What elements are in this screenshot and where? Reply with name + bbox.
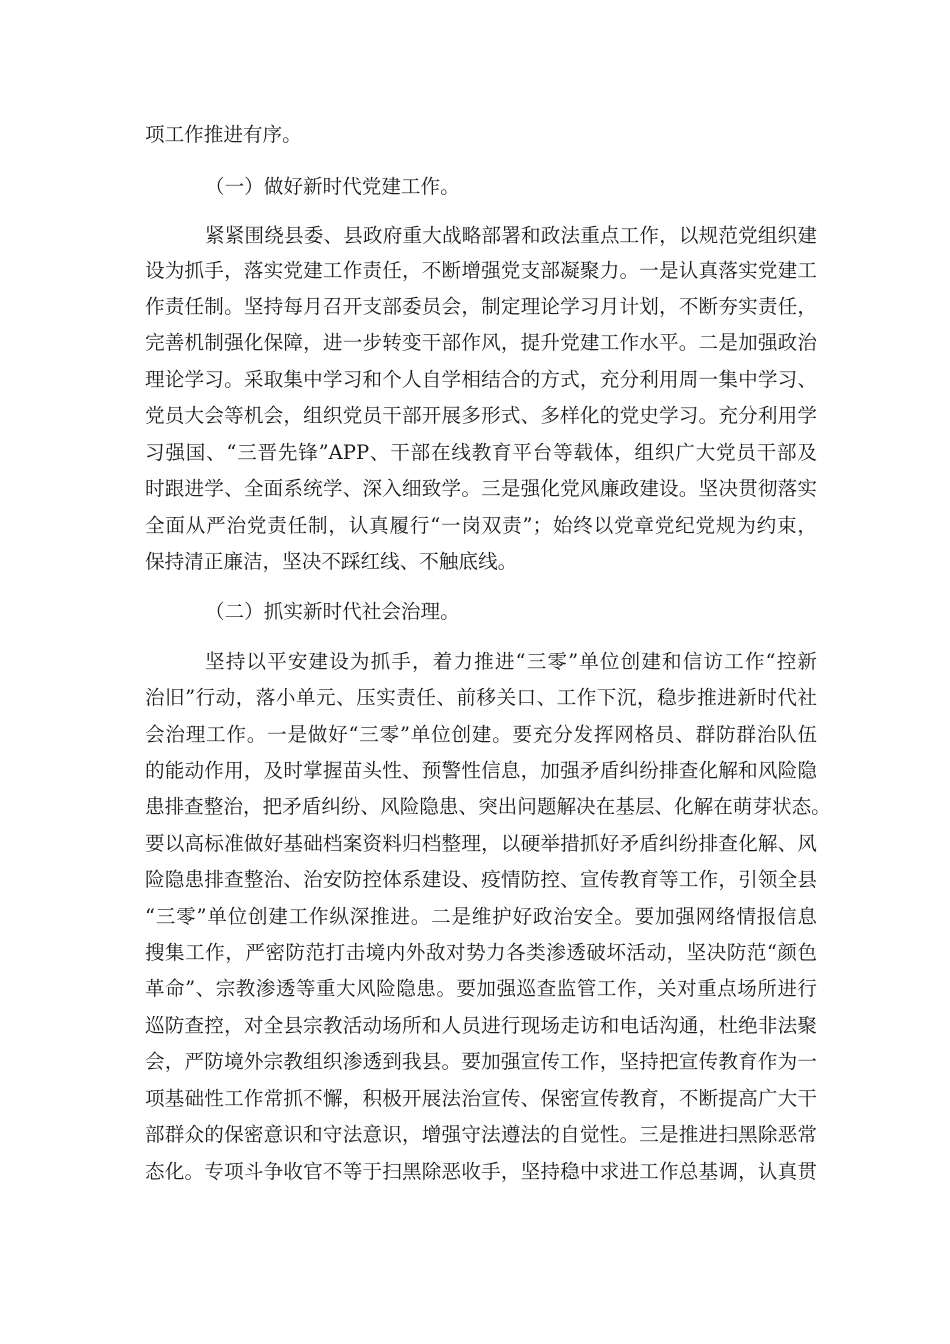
- paragraph-line: 项工作推进有序。: [145, 123, 302, 146]
- paragraph-line: 坚持以平安建设为抓手，着力推进“三零”单位创建和信访工作“控新: [205, 650, 817, 673]
- paragraph-line: 习强国、“三晋先锋”APP、干部在线教育平台等载体，组织广大党员干部及: [145, 441, 817, 464]
- paragraph-line: 保持清正廉洁，坚决不踩红线、不触底线。: [145, 550, 518, 573]
- paragraph-line: 搜集工作，严密防范打击境内外敌对势力各类渗透破坏活动，坚决防范“颜色: [145, 941, 817, 964]
- paragraph-line: 险隐患排查整治、治安防控体系建设、疫情防控、宣传教育等工作，引领全县: [145, 868, 817, 891]
- paragraph-line: 巡防查控，对全县宗教活动场所和人员进行现场走访和电话沟通，杜绝非法聚: [145, 1014, 817, 1037]
- paragraph-line: 完善机制强化保障，进一步转变干部作风，提升党建工作水平。二是加强政治: [145, 331, 817, 354]
- paragraph-line: 紧紧围绕县委、县政府重大战略部署和政法重点工作，以规范党组织建: [205, 224, 817, 247]
- paragraph-line: “三零”单位创建工作纵深推进。二是维护好政治安全。要加强网络情报信息: [145, 905, 817, 928]
- paragraph-line: 革命”、宗教渗透等重大风险隐患。要加强巡查监管工作，关对重点场所进行: [145, 977, 817, 1000]
- paragraph-line: 党员大会等机会，组织党员干部开展多形式、多样化的党史学习。充分利用学: [145, 404, 817, 427]
- paragraph-line: 的能动作用，及时掌握苗头性、预警性信息，加强矛盾纠纷排查化解和风险隐: [145, 759, 817, 782]
- paragraph-line: 患排查整治，把矛盾纠纷、风险隐患、突出问题解决在基层、化解在萌芽状态。: [145, 795, 831, 818]
- paragraph-line: 理论学习。采取集中学习和个人自学相结合的方式，充分利用周一集中学习、: [145, 368, 817, 391]
- paragraph-line: 要以高标准做好基础档案资料归档整理，以硬举措抓好矛盾纠纷排查化解、风: [145, 832, 817, 855]
- section-heading: （二）抓实新时代社会治理。: [205, 600, 460, 623]
- paragraph-line: 项基础性工作常抓不懈，积极开展法治宣传、保密宣传教育，不断提高广大干: [145, 1087, 817, 1110]
- paragraph-line: 会治理工作。一是做好“三零”单位创建。要充分发挥网格员、群防群治队伍: [145, 723, 817, 746]
- paragraph-line: 作责任制。坚持每月召开支部委员会，制定理论学习月计划，不断夯实责任，: [145, 295, 817, 318]
- paragraph-line: 会，严防境外宗教组织渗透到我县。要加强宣传工作，坚持把宣传教育作为一: [145, 1050, 817, 1073]
- section-heading: （一）做好新时代党建工作。: [205, 175, 460, 198]
- paragraph-line: 治旧”行动，落小单元、压实责任、前移关口、工作下沉，稳步推进新时代社: [145, 686, 817, 709]
- paragraph-line: 设为抓手，落实党建工作责任，不断增强党支部凝聚力。一是认真落实党建工: [145, 259, 817, 282]
- paragraph-line: 时跟进学、全面系统学、深入细致学。三是强化党风廉政建设。坚决贯彻落实: [145, 477, 817, 500]
- paragraph-line: 全面从严治党责任制，认真履行“一岗双责”；始终以党章党纪党规为约束，: [145, 514, 817, 537]
- paragraph-line: 部群众的保密意识和守法意识，增强守法遵法的自觉性。三是推进扫黑除恶常: [145, 1123, 817, 1146]
- paragraph-line: 态化。专项斗争收官不等于扫黑除恶收手，坚持稳中求进工作总基调，认真贯: [145, 1160, 817, 1183]
